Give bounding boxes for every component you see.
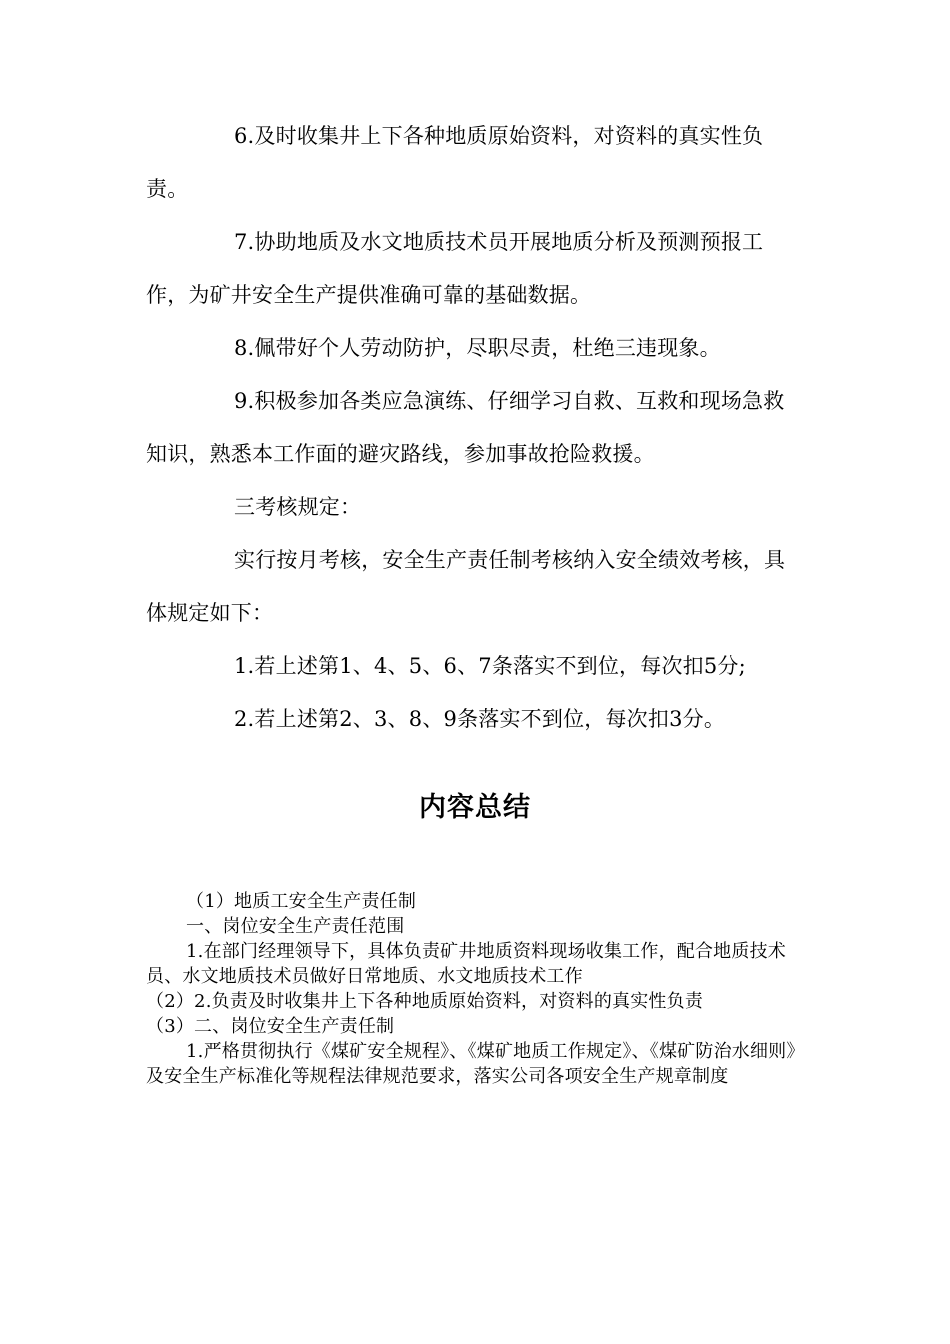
summary-line-3: 1.在部门经理领导下，具体负责矿井地质资料现场收集工作，配合地质技术员、水文地质技术员做好日常地质、水文地质技术工作 — [146, 941, 786, 987]
summary-title: 内容总结 — [419, 792, 531, 823]
summary-line-6: 1.严格贯彻执行《煤矿安全规程》、《煤矿地质工作规定》、《煤矿防治水细则》及安全生产标准化等规程法律规范要求，落实公司各项安全生产规章制度 — [146, 1041, 805, 1087]
paragraph-rule-2: 2.若上述第2、3、8、9条落实不到位，每次扣3分。 — [234, 707, 726, 731]
summary-line-1: （1）地质工安全生产责任制 — [186, 891, 417, 912]
main-text-block — [146, 110, 796, 746]
paragraph-item-8: 8.佩带好个人劳动防护，尽职尽责，杜绝三违现象。 — [234, 336, 721, 360]
summary-line-2: 一、岗位安全生产责任范围 — [186, 916, 405, 937]
summary-line-4: （2）2.负责及时收集井上下各种地质原始资料，对资料的真实性负责 — [146, 991, 704, 1012]
paragraph-item-6: 6.及时收集井上下各种地质原始资料，对资料的真实性负责。 — [146, 124, 764, 201]
paragraph-item-7: 7.协助地质及水文地质技术员开展地质分析及预测预报工作，为矿井安全生产提供准确可靠的基础数据。 — [146, 230, 764, 307]
section-heading-assessment: 三考核规定： — [234, 495, 362, 519]
summary-line-5: （3）二、岗位安全生产责任制 — [146, 1016, 395, 1037]
paragraph-rule-1: 1.若上述第1、4、5、6、7条落实不到位，每次扣5分; — [234, 654, 746, 678]
summary-block — [146, 889, 806, 1089]
paragraph-item-9: 9.积极参加各类应急演练、仔细学习自救、互救和现场急救知识，熟悉本工作面的避灾路线，参加事故抢险救援。 — [146, 389, 785, 466]
paragraph-assessment-intro: 实行按月考核，安全生产责任制考核纳入安全绩效考核，具体规定如下： — [146, 548, 786, 625]
